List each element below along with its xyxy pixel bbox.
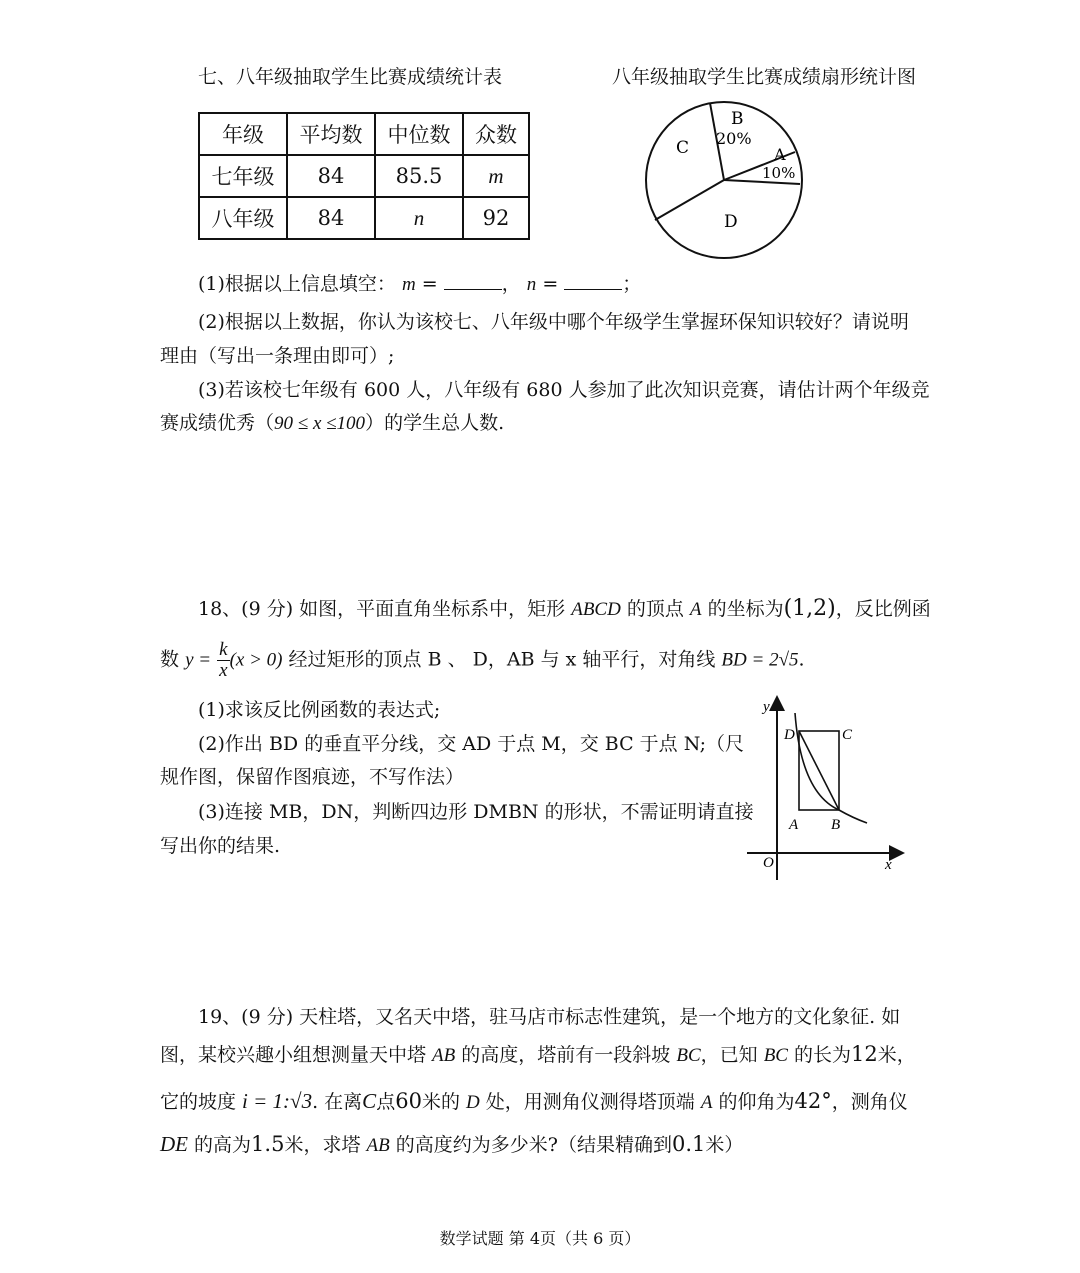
header-cell: 平均数 <box>287 113 375 155</box>
q19-text: 的高为 <box>188 1134 252 1156</box>
q18-text: 的坐标为 <box>701 598 784 620</box>
label-b: B <box>831 817 841 833</box>
hyperbola-curve <box>795 713 867 823</box>
point-a: A <box>700 1092 713 1113</box>
q18-part1: (1)求该反比例函数的表达式; <box>198 699 441 721</box>
q19-line3 <box>160 1088 908 1116</box>
point-a: A <box>689 599 702 620</box>
rect-name: ABCD <box>571 599 621 620</box>
q18-text: 的顶点 <box>620 598 690 620</box>
table-cell: 85.5 <box>375 155 463 197</box>
instrument-de: DE <box>160 1132 188 1156</box>
q18-text: ，反比例函 <box>835 598 931 620</box>
q18-line1 <box>198 595 931 624</box>
q18-line2 <box>160 640 805 681</box>
coordinate: (1,2) <box>783 596 836 621</box>
q17-part3-line2 <box>160 411 504 437</box>
length-value: 12 <box>851 1042 878 1066</box>
slope-bc-ref: BC <box>763 1045 788 1066</box>
domain-condition: (x > 0) <box>229 649 283 671</box>
pie-caption: 八年级抽取学生比赛成绩扇形统计图 <box>612 66 917 88</box>
denominator: x <box>219 659 228 681</box>
score-range: 90 ≤ x ≤100 <box>274 413 366 434</box>
q18-part3-line2: 写出你的结果. <box>160 835 281 857</box>
q19-text: 的高度约为多少米?（结果精确到 <box>389 1134 672 1156</box>
q19-text: ，已知 <box>700 1044 764 1066</box>
pie-label-b: B <box>731 109 744 129</box>
point-c: C <box>362 1089 377 1113</box>
page-footer: 数学试题 第 4页（共 6 页） <box>439 1229 641 1248</box>
q17-part2-line1: (2)根据以上数据，你认为该校七、八年级中哪个年级学生掌握环保知识较好？请说明 <box>198 311 909 333</box>
q19-line4 <box>160 1131 743 1159</box>
table-cell: 八年级 <box>199 197 287 239</box>
q17-part3-text: 赛成绩优秀（ <box>160 412 275 434</box>
pie-chart <box>640 100 810 265</box>
q19-text: 米， <box>877 1044 916 1066</box>
q19-text: 图，某校兴趣小组想测量天中塔 <box>160 1044 433 1066</box>
semicolon: ； <box>622 273 642 295</box>
header-cell: 中位数 <box>375 113 463 155</box>
header-cell: 年级 <box>199 113 287 155</box>
q18-text: 18、(9 分) 如图，平面直角坐标系中，矩形 <box>198 598 572 620</box>
distance-value: 60 <box>395 1089 422 1113</box>
slope-ratio: i = 1:√3 <box>242 1089 313 1113</box>
period: . <box>798 648 805 671</box>
q19-text: ，测角仪 <box>831 1091 908 1113</box>
tower-ab: AB <box>432 1045 456 1066</box>
q18-part2-line1: (2)作出 BD 的垂直平分线，交 AD 于点 M，交 BC 于点 N;（尺 <box>198 733 745 755</box>
n-blank[interactable] <box>564 273 622 290</box>
q19-text: 米的 <box>421 1091 466 1113</box>
q18-part3-line1: (3)连接 MB，DN，判断四边形 DMBN 的形状，不需证明请直接 <box>198 801 754 823</box>
n-label: n <box>526 274 537 295</box>
q17-part2-line2: 理由（写出一条理由即可）; <box>160 345 395 367</box>
q19-text: 米） <box>705 1134 744 1156</box>
q19-text: 处，用测角仪测得塔顶端 <box>479 1091 701 1113</box>
y-label: y <box>763 699 770 715</box>
equals: = <box>421 273 438 295</box>
q19-line2 <box>160 1041 916 1069</box>
fraction-k-over-x <box>217 640 229 681</box>
table-header-row <box>199 113 529 155</box>
equals: = <box>542 273 559 295</box>
label-a: A <box>789 817 799 833</box>
q18-part2-line2: 规作图，保留作图痕迹，不写作法） <box>160 766 465 788</box>
angle-value: 42° <box>794 1089 832 1113</box>
table-cell: m <box>463 155 529 197</box>
q19-text: 的仰角为 <box>712 1091 795 1113</box>
label-d: D <box>784 727 795 743</box>
pie-label-c: C <box>676 138 690 158</box>
comma: ， <box>501 273 521 295</box>
q17-part1-text: (1)根据以上信息填空： <box>198 273 396 295</box>
m-blank[interactable] <box>444 273 502 290</box>
pie-divider <box>655 180 724 220</box>
q17-part3-line1: (3)若该校七年级有 600 人，八年级有 680 人参加了此次知识竞赛，请估计两个年级竞 <box>198 379 930 401</box>
q19-text: 的长为 <box>787 1044 852 1066</box>
label-c: C <box>842 727 853 743</box>
table-cell: 84 <box>287 197 375 239</box>
pie-percent-b: 20% <box>716 129 752 148</box>
x-label: x <box>885 857 892 873</box>
table-row <box>199 155 529 197</box>
stats-table <box>198 112 530 240</box>
q19-text: 米，求塔 <box>284 1134 367 1156</box>
origin-label: O <box>763 855 774 871</box>
table-cell: 84 <box>287 155 375 197</box>
point-d: D <box>465 1092 480 1113</box>
q19-text: 点 <box>376 1091 396 1113</box>
tower-ab-ref: AB <box>366 1135 390 1156</box>
function-lhs: y = <box>185 649 212 671</box>
header-cell: 众数 <box>463 113 529 155</box>
q18-figure <box>745 695 905 880</box>
pie-label-d: D <box>724 212 738 232</box>
height-value: 1.5 <box>251 1132 285 1156</box>
slope-bc: BC <box>676 1045 701 1066</box>
precision-value: 0.1 <box>671 1132 706 1156</box>
q18-text: 经过矩形的顶点 B 、 D，AB 与 x 轴平行，对角线 <box>288 648 716 671</box>
table-cell: 七年级 <box>199 155 287 197</box>
pie-label-a: A <box>774 145 786 164</box>
table-caption: 七、八年级抽取学生比赛成绩统计表 <box>198 66 503 88</box>
q18-text: 数 <box>160 648 180 671</box>
q19-line1: 19、(9 分) 天柱塔，又名天中塔，驻马店市标志性建筑，是一个地方的文化象征. 如 <box>198 1006 901 1028</box>
table-cell: 92 <box>463 197 529 239</box>
numerator: k <box>219 639 228 660</box>
table-row <box>199 197 529 239</box>
q19-text: 它的坡度 <box>160 1091 243 1113</box>
q17-part3-text-end: ）的学生总人数. <box>365 412 505 434</box>
q17-part1 <box>198 272 641 298</box>
q19-text: . 在离 <box>312 1091 363 1113</box>
pie-percent-a: 10% <box>762 164 796 182</box>
bd-length: BD = 2√5 <box>721 649 799 671</box>
table-cell: n <box>375 197 463 239</box>
q19-text: 的高度，塔前有一段斜坡 <box>455 1044 677 1066</box>
diagonal-bd <box>799 731 839 810</box>
m-label: m <box>401 274 416 295</box>
